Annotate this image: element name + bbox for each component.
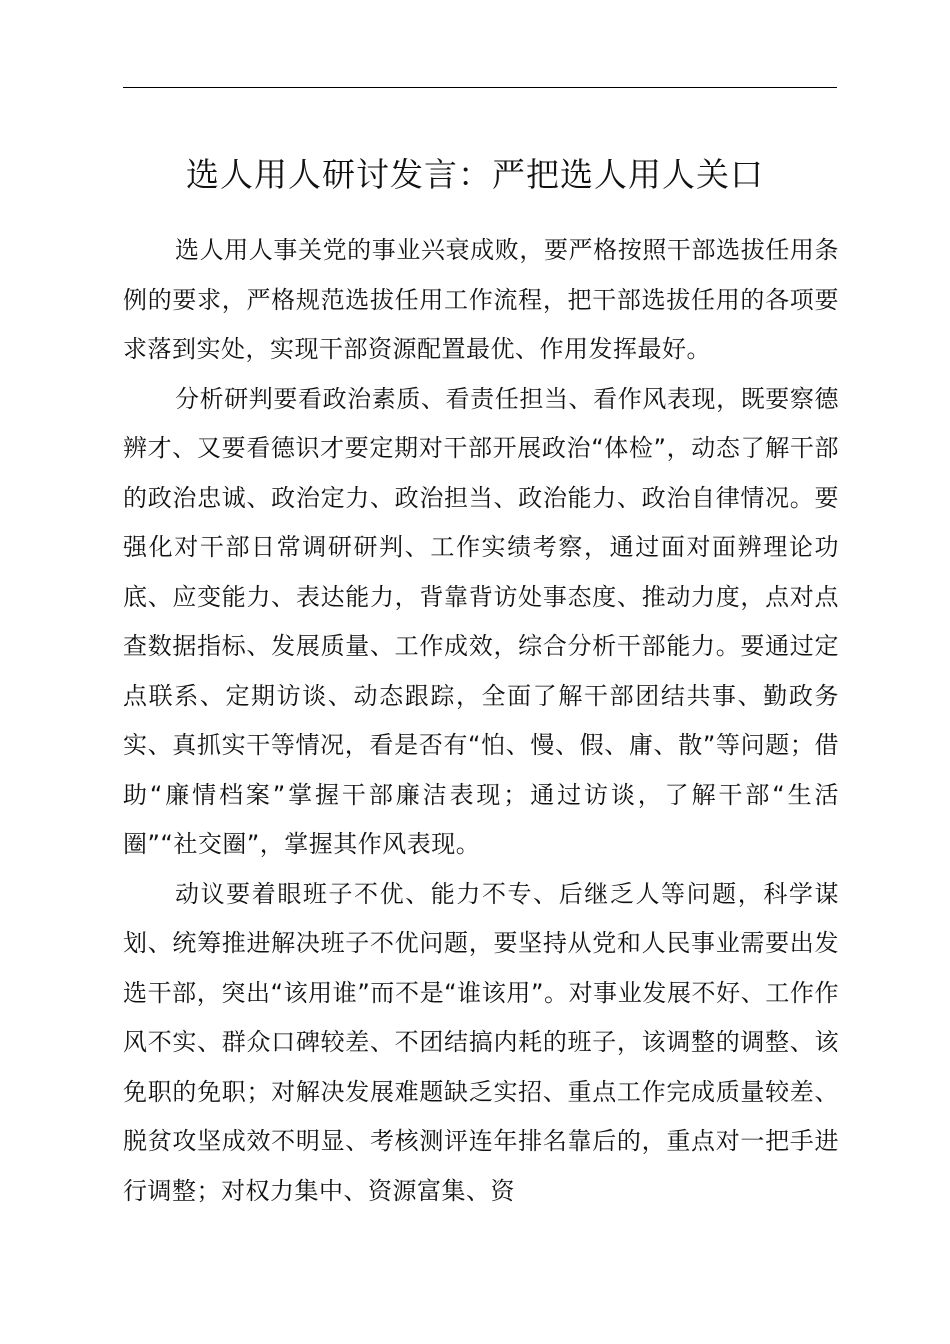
paragraph-proposal: 动议要着眼班子不优、能力不专、后继乏人等问题，科学谋划、统筹推进解决班子不优问题，要坚持从党和人民事业需要出发选干部，突出“该用谁”而不是“谁该用”。对事业发展不好、工作作风不实、群众口碑较差、不团结搞内耗的班子，该调整的调整、该免职的免职；对解决发展难题缺乏实招、重点工作完成质量较差、脱贫攻坚成效不明显、考核测评连年排名靠后的，重点对一把手进行调整；对权力集中、资源富集、资 xyxy=(123,879,839,1205)
document-title: 选人用人研讨发言：严把选人用人关口 xyxy=(186,155,764,194)
header-rule xyxy=(123,87,837,88)
paragraph-intro: 选人用人事关党的事业兴衰成败，要严格按照干部选拔任用条例的要求，严格规范选拔任用工作流程，把干部选拔任用的各项要求落到实处，实现干部资源配置最优、作用发挥最好。 xyxy=(123,236,839,363)
document-body xyxy=(123,226,839,1216)
paragraph-analysis: 分析研判要看政治素质、看责任担当、看作风表现，既要察德辨才、又要看德识才要定期对干部开展政治“体检”，动态了解干部的政治忠诚、政治定力、政治担当、政治能力、政治自律情况。要强化对干部日常调研研判、工作实绩考察，通过面对面辨理论功底、应变能力、表达能力，背靠背访处事态度、推动力度，点对点查数据指标、发展质量、工作成效，综合分析干部能力。要通过定点联系、定期访谈、动态跟踪，全面了解干部团结共事、勤政务实、真抓实干等情况，看是否有“怕、慢、假、庸、散”等问题；借助“廉情档案”掌握干部廉洁表现；通过访谈，了解干部“生活圈”“社交圈”，掌握其作风表现。 xyxy=(123,384,839,858)
